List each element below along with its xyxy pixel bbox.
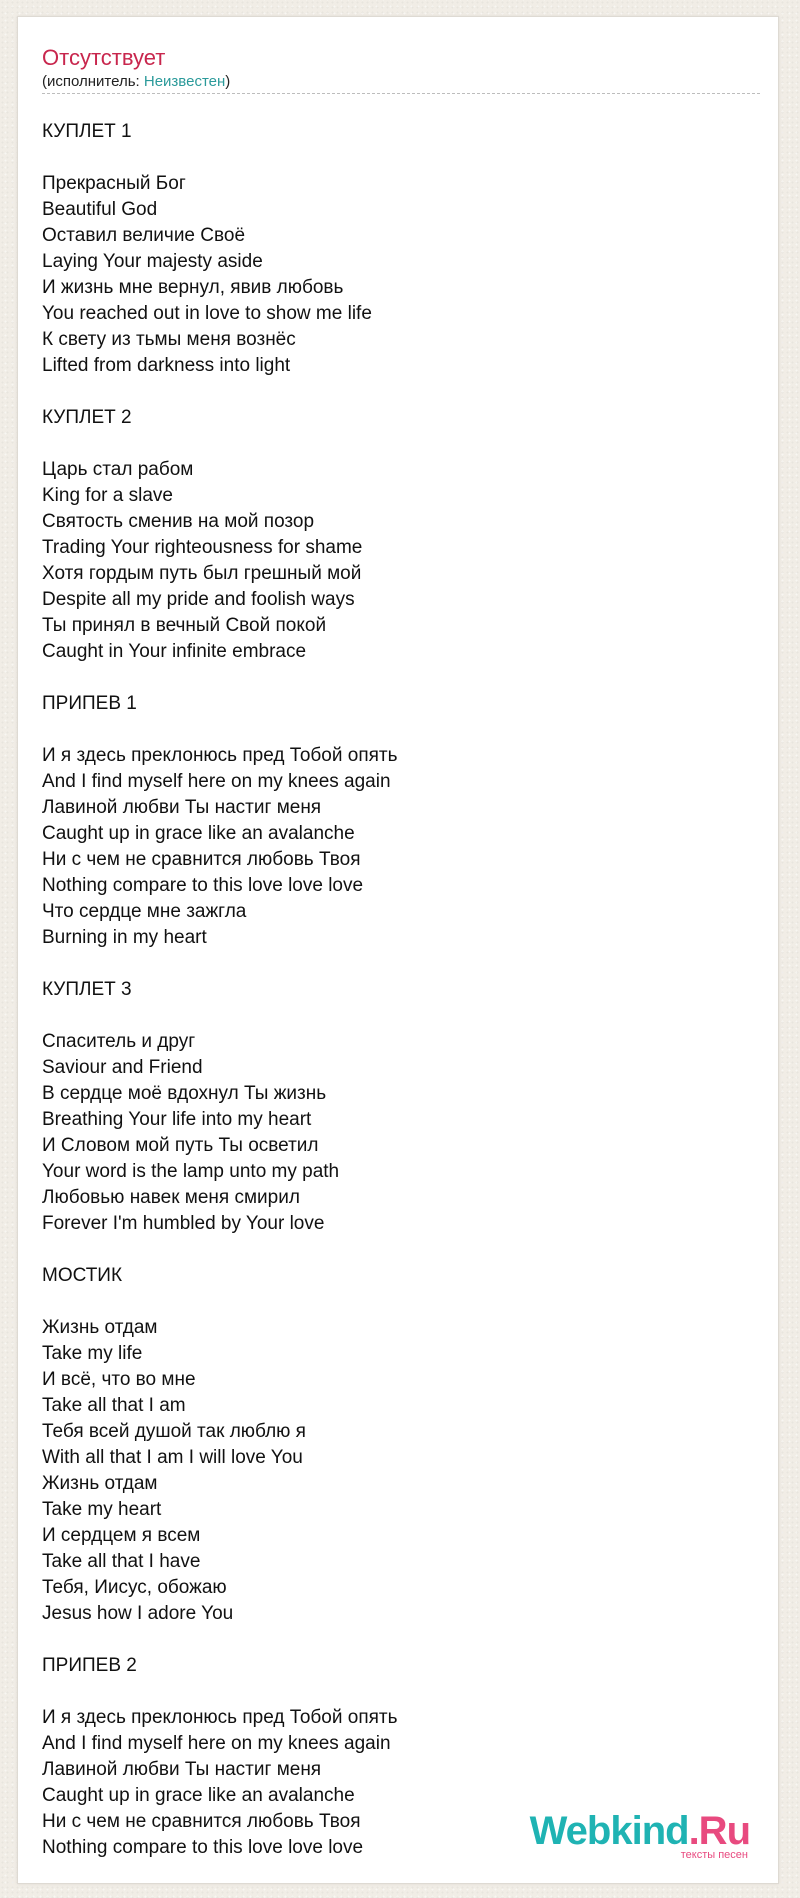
lyric-line: Святость сменив на мой позор — [42, 511, 315, 532]
lyric-line: Caught up in grace like an avalanche — [42, 1785, 355, 1806]
header-divider — [42, 93, 760, 94]
lyric-line: Jesus how I adore You — [42, 1603, 234, 1624]
lyric-line: Trading Your righteousness for shame — [42, 537, 363, 558]
performer-suffix: ) — [225, 73, 231, 90]
lyric-line: Take my heart — [42, 1499, 162, 1520]
lyrics-card — [17, 16, 779, 1884]
lyric-line: Хотя гордым путь был грешный мой — [42, 563, 362, 584]
lyric-line: И Словом мой путь Ты осветил — [42, 1135, 319, 1156]
logo-main-text: Webkind — [529, 1809, 689, 1853]
lyric-line: Nothing compare to this love love love — [42, 1837, 364, 1858]
lyric-blank-line — [42, 1289, 742, 1315]
lyric-blank-line — [42, 1003, 742, 1029]
lyric-line: Take my life — [42, 1343, 143, 1364]
lyric-line: And I find myself here on my knees again — [42, 771, 391, 792]
lyric-line: В сердце моё вдохнул Ты жизнь — [42, 1083, 327, 1104]
lyric-line: Despite all my pride and foolish ways — [42, 589, 355, 610]
lyric-line: Лавиной любви Ты настиг меня — [42, 797, 322, 818]
performer-prefix: (исполнитель: — [42, 73, 144, 90]
lyric-line: Breathing Your life into my heart — [42, 1109, 312, 1130]
lyric-blank-line — [42, 665, 742, 691]
lyric-line: КУПЛЕТ 1 — [42, 121, 132, 142]
lyric-line: ПРИПЕВ 1 — [42, 693, 137, 714]
lyric-blank-line — [42, 1237, 742, 1263]
lyric-line: Take all that I have — [42, 1551, 201, 1572]
lyric-blank-line — [42, 1679, 742, 1705]
lyric-line: Lifted from darkness into light — [42, 355, 291, 376]
lyric-line: Caught in Your infinite embrace — [42, 641, 307, 662]
lyric-blank-line — [42, 951, 742, 977]
lyric-line: Тебя всей душой так люблю я — [42, 1421, 306, 1442]
lyric-line: Forever I'm humbled by Your love — [42, 1213, 325, 1234]
lyric-line: Царь стал рабом — [42, 459, 194, 480]
lyric-line: Nothing compare to this love love love — [42, 875, 364, 896]
logo-wordmark — [530, 1809, 750, 1853]
lyric-line: Жизнь отдам — [42, 1317, 158, 1338]
lyric-blank-line — [42, 145, 742, 171]
song-title[interactable]: Отсутствует — [42, 45, 166, 70]
lyric-line: И жизнь мне вернул, явив любовь — [42, 277, 344, 298]
lyric-line: Your word is the lamp unto my path — [42, 1161, 340, 1182]
lyric-line: ПРИПЕВ 2 — [42, 1655, 137, 1676]
lyric-line: And I find myself here on my knees again — [42, 1733, 391, 1754]
logo-tld-text: .Ru — [688, 1809, 750, 1853]
lyric-line: Спаситель и друг — [42, 1031, 196, 1052]
lyric-line: King for a slave — [42, 485, 173, 506]
lyrics-text — [42, 119, 742, 1861]
lyric-blank-line — [42, 1627, 742, 1653]
performer-link[interactable]: Неизвестен — [143, 73, 226, 90]
lyric-blank-line — [42, 717, 742, 743]
lyric-line: И я здесь преклонюсь пред Тобой опять — [42, 1707, 398, 1728]
lyric-line: Caught up in grace like an avalanche — [42, 823, 355, 844]
lyric-line: Любовью навек меня смирил — [42, 1187, 300, 1208]
lyric-line: Ни с чем не сравнится любовь Твоя — [42, 1811, 361, 1832]
lyric-line: With all that I am I will love You — [42, 1447, 303, 1468]
lyric-line: КУПЛЕТ 2 — [42, 407, 132, 428]
lyric-line: Жизнь отдам — [42, 1473, 158, 1494]
lyric-line: Burning in my heart — [42, 927, 207, 948]
lyric-line: Beautiful God — [42, 199, 158, 220]
lyric-line: Ты принял в вечный Свой покой — [42, 615, 327, 636]
lyric-line: И я здесь преклонюсь пред Тобой опять — [42, 745, 398, 766]
logo-tagline: тексты песен — [680, 1849, 748, 1861]
webkind-logo[interactable] — [529, 1809, 750, 1863]
lyric-line: И всё, что во мне — [42, 1369, 196, 1390]
lyric-line: You reached out in love to show me life — [42, 303, 372, 324]
lyric-line: К свету из тьмы меня вознёс — [42, 329, 296, 350]
lyric-line: Saviour and Friend — [42, 1057, 203, 1078]
lyric-line: Оставил величие Своё — [42, 225, 246, 246]
performer-line — [42, 73, 230, 91]
lyric-line: Что сердце мне зажгла — [42, 901, 247, 922]
lyric-line: Laying Your majesty aside — [42, 251, 263, 272]
lyric-line: КУПЛЕТ 3 — [42, 979, 132, 1000]
lyric-line: МОСТИК — [42, 1265, 123, 1286]
lyric-line: Прекрасный Бог — [42, 173, 186, 194]
lyric-line: Лавиной любви Ты настиг меня — [42, 1759, 322, 1780]
lyric-blank-line — [42, 379, 742, 405]
lyric-blank-line — [42, 431, 742, 457]
lyric-line: И сердцем я всем — [42, 1525, 201, 1546]
lyric-line: Take all that I am — [42, 1395, 186, 1416]
lyric-line: Ни с чем не сравнится любовь Твоя — [42, 849, 361, 870]
lyric-line: Тебя, Иисус, обожаю — [42, 1577, 227, 1598]
